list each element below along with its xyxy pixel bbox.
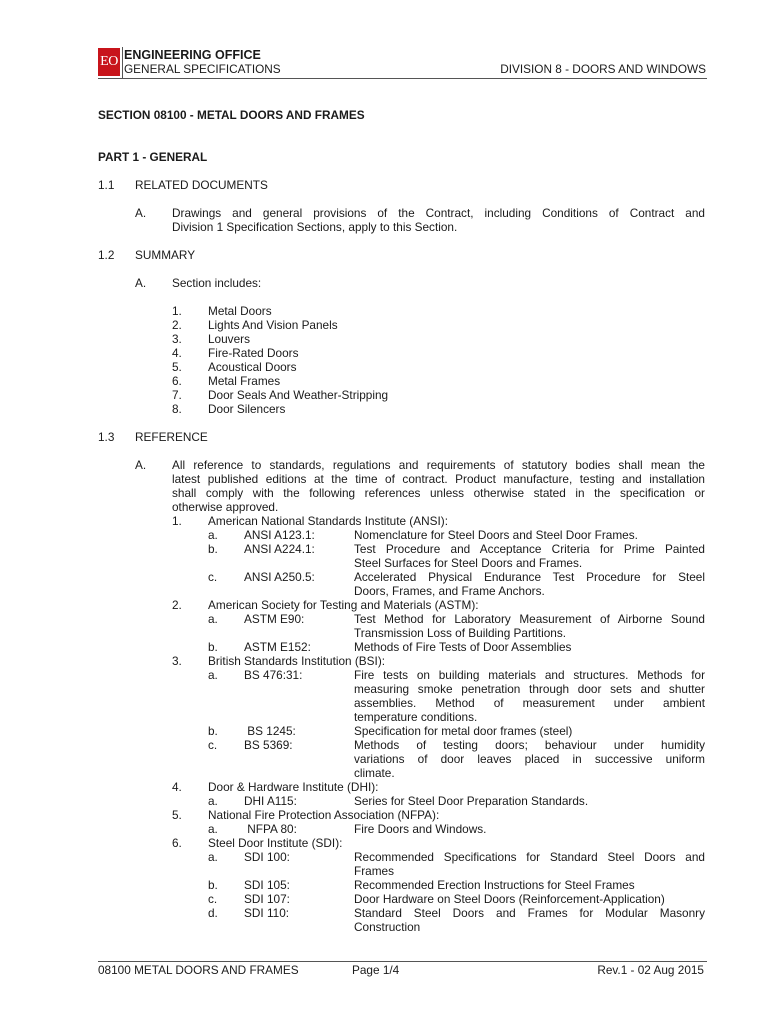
paragraph-marker: A. [135,206,147,220]
ref-desc: Standard Steel Doors and Frames for Modular Masonry [354,906,705,920]
article-number: 1.3 [98,430,115,444]
office-name: ENGINEERING OFFICE [124,48,261,62]
org-number: 6. [172,836,182,850]
list-item: Louvers [208,332,250,346]
ref-letter: d. [208,906,218,920]
division-label: DIVISION 8 - DOORS AND WINDOWS [500,62,706,76]
ref-desc: climate. [354,766,395,780]
org-number: 3. [172,654,182,668]
ref-desc: Methods of testing doors; behaviour under humidity [354,738,705,752]
ref-letter: a. [208,794,218,808]
list-item: Metal Doors [208,304,272,318]
ref-desc: Recommended Erection Instructions for Steel Frames [354,878,635,892]
ref-desc: Frames [354,864,394,878]
ref-code: ANSI A123.1: [244,528,315,542]
ref-desc: Fire Doors and Windows. [354,822,487,836]
ref-letter: c. [208,892,218,906]
ref-desc: Series for Steel Door Preparation Standards. [354,794,589,808]
list-item-number: 8. [172,402,182,416]
ref-desc: Doors, Frames, and Frame Anchors. [354,584,545,598]
ref-code: BS 5369: [244,738,293,752]
article-number: 1.2 [98,248,115,262]
org-title: Steel Door Institute (SDI): [208,836,343,850]
ref-letter: a. [208,668,218,682]
ref-code: SDI 100: [244,850,290,864]
ref-desc: variations of door leaves placed in successive uniform [354,752,705,766]
list-item: Fire-Rated Doors [208,346,299,360]
ref-desc: Methods of Fire Tests of Door Assemblies [354,640,572,654]
section-title: SECTION 08100 - METAL DOORS AND FRAMES [98,108,365,122]
footer-section: 08100 METAL DOORS AND FRAMES [98,963,299,977]
ref-desc: temperature conditions. [354,710,478,724]
article-title: SUMMARY [135,248,196,262]
paragraph-marker: A. [135,458,147,472]
list-item: Acoustical Doors [208,360,297,374]
list-item-number: 7. [172,388,182,402]
paragraph-marker: A. [135,276,147,290]
list-item: Door Silencers [208,402,286,416]
ref-code: DHI A115: [244,794,297,808]
ref-desc: Transmission Loss of Building Partitions. [354,626,566,640]
list-item: Lights And Vision Panels [208,318,338,332]
specs-label: GENERAL SPECIFICATIONS [124,62,281,76]
list-item: Metal Frames [208,374,281,388]
paragraph-line: shall comply with the following references unless otherwise stated in the specification or [172,486,705,500]
paragraph-text: Section includes: [172,276,262,290]
page-number: Page 1/4 [352,963,400,977]
ref-desc: Specification for metal door frames (steel) [354,724,573,738]
ref-desc: Test Procedure and Acceptance Criteria for Prime Painted [354,542,705,556]
org-title: American Society for Testing and Materials (ASTM): [208,598,479,612]
list-item-number: 1. [172,304,182,318]
org-number: 4. [172,780,182,794]
eo-logo: EO [98,48,120,76]
paragraph-line: Drawings and general provisions of the Contract, including Conditions of Contract and [172,206,705,220]
ref-code: SDI 110: [244,906,290,920]
ref-letter: b. [208,640,218,654]
list-item-number: 2. [172,318,182,332]
list-item-number: 4. [172,346,182,360]
ref-letter: a. [208,822,218,836]
ref-letter: a. [208,528,218,542]
ref-code: BS 1245: [244,724,296,738]
ref-desc: Accelerated Physical Endurance Test Procedure for Steel [354,570,705,584]
ref-desc: Door Hardware on Steel Doors (Reinforcement-Application) [354,892,665,906]
ref-code: SDI 107: [244,892,290,906]
paragraph-line: Division 1 Specification Sections, apply to this Section. [172,220,458,234]
ref-desc: measuring smoke penetration through door sets and shutter [354,682,705,696]
org-title: British Standards Institution (BSI): [208,654,386,668]
revision-label: Rev.1 - 02 Aug 2015 [597,963,704,977]
ref-code: SDI 105: [244,878,290,892]
ref-desc: Recommended Specifications for Standard Steel Doors and [354,850,705,864]
part-heading: PART 1 - GENERAL [98,150,208,164]
list-item-number: 5. [172,360,182,374]
list-item-number: 3. [172,332,182,346]
ref-code: BS 476:31: [244,668,303,682]
ref-desc: assemblies. Method of measurement under ambient [354,696,705,710]
ref-desc: Construction [354,920,421,934]
org-title: National Fire Protection Association (NFPA): [208,808,440,822]
logo-divider [122,47,123,78]
ref-desc: Steel Surfaces for Steel Doors and Frames. [354,556,583,570]
list-item-number: 6. [172,374,182,388]
paragraph-line: All reference to standards, regulations and requirements of statutory bodies shall mean the [172,458,705,472]
ref-code: ANSI A224.1: [244,542,315,556]
ref-code: ASTM E152: [244,640,311,654]
org-number: 2. [172,598,182,612]
footer-rule [98,961,707,962]
ref-code: NFPA 80: [244,822,297,836]
ref-letter: a. [208,850,218,864]
article-number: 1.1 [98,178,115,192]
header-rule [98,78,707,79]
org-number: 5. [172,808,182,822]
ref-letter: c. [208,570,218,584]
ref-desc: Nomenclature for Steel Doors and Steel Door Frames. [354,528,638,542]
org-title: American National Standards Institute (ANSI): [208,514,448,528]
paragraph-line: latest published editions at the time of contract. Product manufacture, testing and installation [172,472,705,486]
ref-desc: Test Method for Laboratory Measurement of Airborne Sound [354,612,705,626]
ref-letter: b. [208,724,218,738]
list-item: Door Seals And Weather-Stripping [208,388,389,402]
org-number: 1. [172,514,182,528]
paragraph-line: otherwise approved. [172,500,279,514]
ref-code: ANSI A250.5: [244,570,315,584]
ref-letter: b. [208,878,218,892]
org-title: Door & Hardware Institute (DHI): [208,780,379,794]
article-title: REFERENCE [135,430,208,444]
ref-code: ASTM E90: [244,612,305,626]
ref-letter: b. [208,542,218,556]
ref-letter: a. [208,612,218,626]
ref-letter: c. [208,738,218,752]
ref-desc: Fire tests on building materials and structures. Methods for [354,668,705,682]
article-title: RELATED DOCUMENTS [135,178,268,192]
